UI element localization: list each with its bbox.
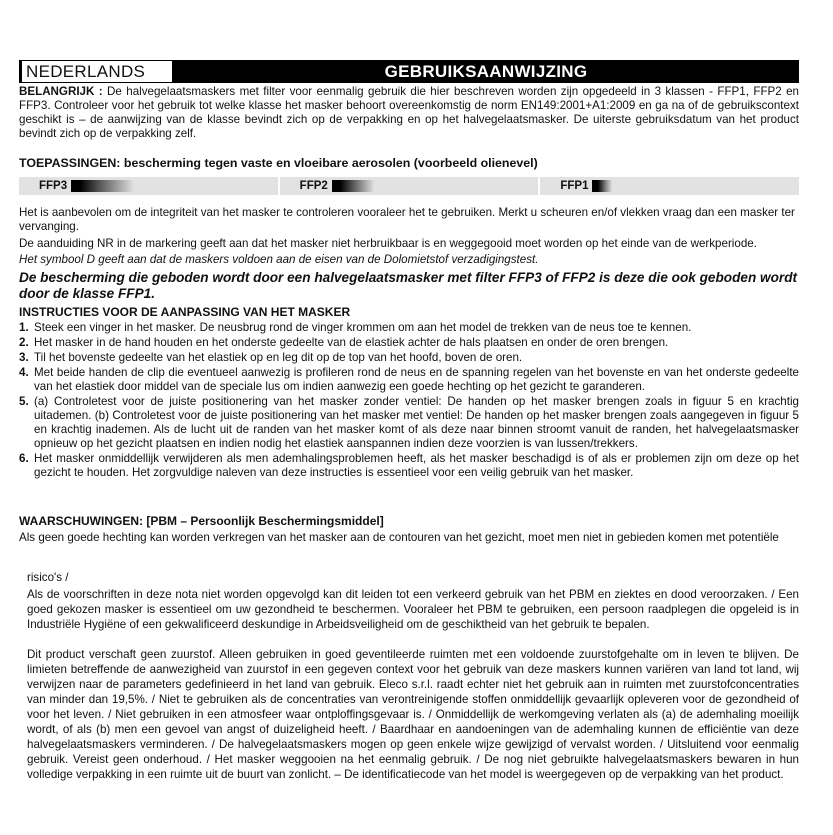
step-text: Het masker in de hand houden en het onderste gedeelte van de elastiek achter de hals plaatsen en onder de oren brengen. xyxy=(34,336,669,349)
instruction-step xyxy=(19,321,799,335)
instructions-heading: INSTRUCTIES VOOR DE AANPASSING VAN HET MASKER xyxy=(19,305,351,319)
warnings-line-1: Als geen goede hechting kan worden verkregen van het masker aan de contouren van het gezicht, moet men niet in gebieden komen met potentiële xyxy=(19,531,779,544)
intro-text: De halvegelaatsmaskers met filter voor eenmalig gebruik die hier beschreven worden zijn opgedeeld in 3 klassen - FFP1, FFP2 en FFP3. Controleer voor het gebruik tot welke klasse het masker behoort overeenkomstig de norm EN149:2001+A1:2009 en ga na of de gebruikscontext geschikt is – de aanwijzing van de klasse bevindt zich op de verpakking en op het halvegelaatsmasker. De uiterste gebruiksdatum van het product bevindt zich op de verpakking zelf. xyxy=(19,85,800,140)
applications-line xyxy=(19,156,799,171)
step-text: Het masker onmiddellijk verwijderen als men ademhalingsproblemen heeft, als het masker beschadigd is of als er problemen zijn om deze op het gezicht te houden. Het zorgvuldige naleven van deze instructies is essentieel voor een veilig gebruik van het masker. xyxy=(34,452,799,479)
warnings-paragraph-2: Dit product verschaft geen zuurstof. Alleen gebruiken in goed geventileerde ruimten met een voldoende zuurstofgehalte om in leven te blijven. De limieten betreffende de aanwezigheid van zuurstof in een gegeven context voor het gebruik van deze maskers kunnen variëren van land tot land, wij verwijzen naar de parameters gedefinieerd in het land van gebruik. Eleco s.r.l. raadt echter niet het gebruik aan in ruimten met zuurstofconcentraties van minder dan 19,5%. / Niet te gebruiken als de concentraties van verontreinigende stoffen onmiddellijk gevaarlijk opleveren voor de gezondheid of voor het leven. / Niet gebruiken in een atmosfeer waar ontploffingsgevaar is. / Onmiddellijk de werkomgeving verlaten als (a) de ademhaling moeilijk wordt, of als (b) men een gevoel van angst of duizeligheid heeft. / Baardhaar en aandoeningen van de ademhaling kunnen de efficiëntie van deze halvegelaatsmaskers verminderen. / De halvegelaatsmaskers mogen op geen enkele wijze gewijzigd of vervalst worden. / Uitsluitend voor eenmalig gebruik. Vereist geen onderhoud. / Het masker weggooien na het eenmalig gebruik. / De nog niet gebruikte halvegelaatsmaskers bewaren in hun volledige verpakking in een ruimte uit de buurt van zonlicht. – De identificatiecode van het model is weergegeven op de verpakking van het product. xyxy=(27,648,799,781)
protection-note: De bescherming die geboden wordt door een halvegelaatsmasker met filter FFP3 of FFP2 is deze die ook geboden wordt door de klasse FFP1. xyxy=(19,270,798,301)
intro-label: BELANGRIJK : xyxy=(19,85,103,98)
warnings-paragraph-1: Als de voorschriften in deze nota niet worden opgevolgd kan dit leiden tot een verkeerd gebruik van het PBM en ziektes en dood veroorzaken. / Een goed gekozen masker is essentieel om uw gezondheid te beschermen. Vooraleer het PBM te gebruiken, een persoon raadplegen die opgeleid is in Industriële Hygiëne of een gekwalificeerd deskundige in Arbeidsveiligheid om de geschiktheid van het gebruik te bepalen. xyxy=(27,588,799,631)
instruction-step xyxy=(19,366,799,394)
step-text: (a) Controletest voor de juiste positionering van het masker zonder ventiel: De handen op het masker brengen zoals in figuur 5 en krachtig uitademen. (b) Controletest voor de juiste positionering van het masker met ventiel: De handen op het masker brengen zoals aangegeven in figuur 5 en krachtig inademen. Als de lucht uit de randen van het masker komt of als deze naar binnen stroomt vanuit de randen, het halvegelaatsmasker opnieuw op het gezicht plaatsen en indien nodig het elastiek aanspannen indien deze voorzien is van lussen/trekkers. xyxy=(34,395,799,450)
nr-note: De aanduiding NR in de markering geeft aan dat het masker niet herbruikbaar is en weggegooid moet worden op het einde van de werkperiode. xyxy=(19,237,757,250)
intro-paragraph xyxy=(19,85,799,141)
step-text: Met beide handen de clip die eventueel aanwezig is profileren rond de neus en de spanning regelen van het bovenste en van het onderste gedeelte van het elastiek door middel van de speciale lus om indien aanwezig een goede hechting op het gezicht te garanderen. xyxy=(34,366,799,393)
step-number: 1. xyxy=(19,321,29,334)
class-label-ffp2: FFP2 xyxy=(299,180,328,192)
warnings-heading: WAARSCHUWINGEN: [PBM – Persoonlijk Beschermingsmiddel] xyxy=(19,514,384,528)
header-bar xyxy=(19,60,799,83)
step-text: Til het bovenste gedeelte van het elastiek op en leg dit op de top van het hoofd, boven de oren. xyxy=(34,351,523,364)
applications-label: TOEPASSINGEN: xyxy=(19,156,121,170)
instruction-steps xyxy=(19,321,799,480)
step-number: 6. xyxy=(19,452,29,465)
language-label: NEDERLANDS xyxy=(19,60,173,83)
warnings-line-2: risico's / xyxy=(27,571,69,584)
class-label-ffp3: FFP3 xyxy=(39,180,68,192)
class-ffp3 xyxy=(19,177,278,195)
step-text: Steek een vinger in het masker. De neusbrug rond de vinger krommen om aan het model de trekken van de neus toe te kennen. xyxy=(34,321,692,334)
document-title: GEBRUIKSAANWIJZING xyxy=(173,60,799,83)
instruction-step xyxy=(19,452,799,480)
class-ffp1 xyxy=(540,177,799,195)
dolomite-note: Het symbool D geeft aan dat de maskers voldoen aan de eisen van de Dolomietstof verzadigingstest. xyxy=(19,253,539,266)
integrity-note: Het is aanbevolen om de integriteit van het masker te controleren vooraleer het te gebruiken. Merkt u scheuren en/of vlekken vraag dan een masker ter vervanging. xyxy=(19,206,795,233)
instruction-step xyxy=(19,351,799,365)
step-number: 2. xyxy=(19,336,29,349)
step-number: 3. xyxy=(19,351,29,364)
instruction-step xyxy=(19,395,799,451)
instruction-step xyxy=(19,336,799,350)
class-level-ffp3 xyxy=(71,180,133,192)
class-level-ffp2 xyxy=(332,180,374,192)
class-level-ffp1 xyxy=(592,180,612,192)
step-number: 4. xyxy=(19,366,29,379)
protection-class-bar xyxy=(19,177,799,195)
class-label-ffp1: FFP1 xyxy=(560,180,589,192)
applications-text: bescherming tegen vaste en vloeibare aerosolen (voorbeeld olienevel) xyxy=(120,156,538,170)
class-ffp2 xyxy=(280,177,539,195)
step-number: 5. xyxy=(19,395,29,408)
